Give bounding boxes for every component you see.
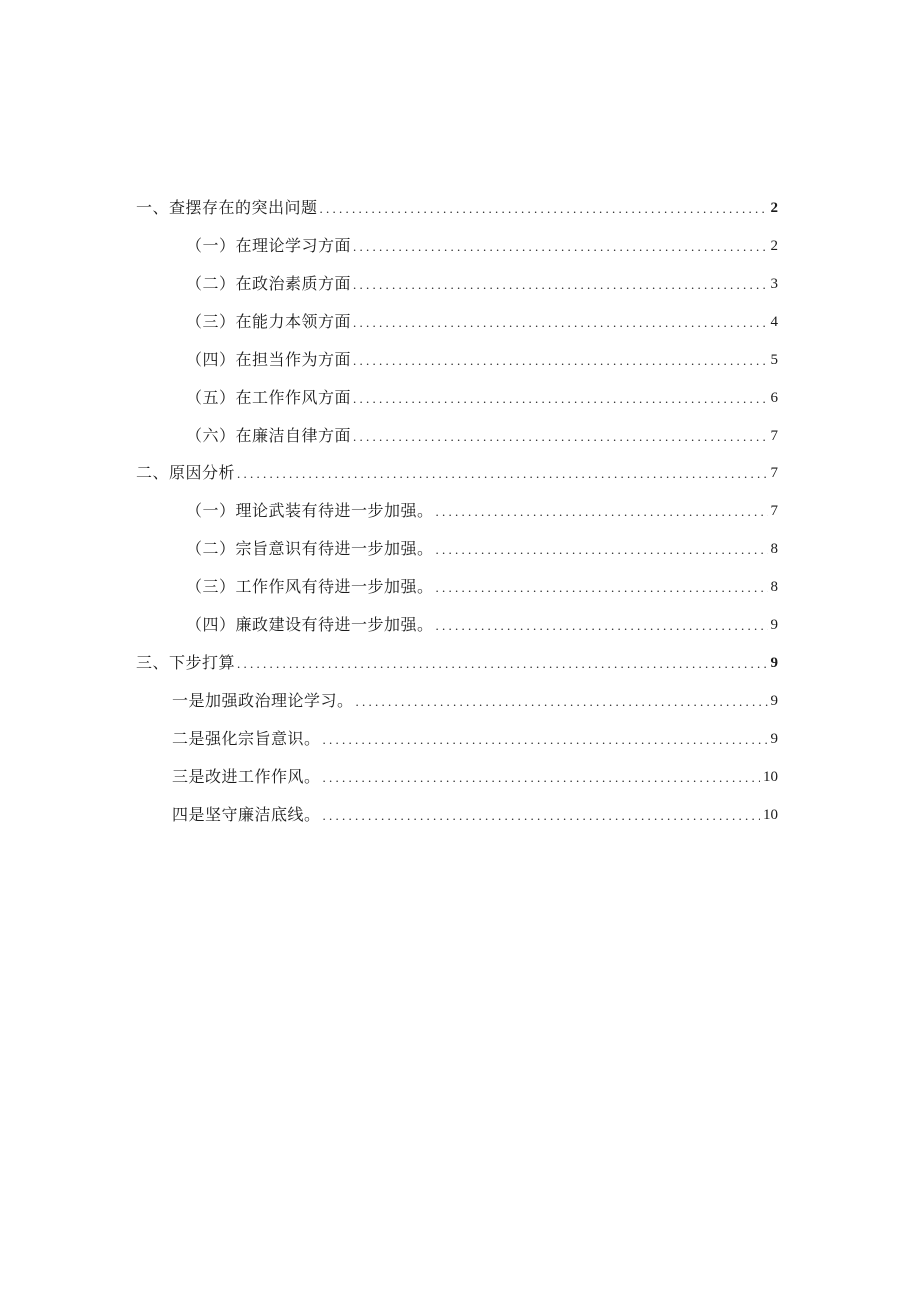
toc-entry[interactable] <box>186 495 778 521</box>
toc-entry-title: 二是强化宗旨意识。 <box>172 729 321 748</box>
toc-entry[interactable] <box>186 344 778 370</box>
toc-entry-title: （六）在廉洁自律方面 <box>186 426 352 445</box>
toc-entry[interactable] <box>186 268 778 294</box>
toc-page-number: 2 <box>770 238 778 254</box>
toc-page-number: 2 <box>770 200 778 216</box>
toc-leader-dots <box>353 352 767 370</box>
toc-leader-dots <box>323 807 760 825</box>
toc-entry-title: （四）廉政建设有待进一步加强。 <box>186 615 434 634</box>
toc-page-number: 6 <box>770 390 778 406</box>
toc-leader-dots <box>323 769 760 787</box>
toc-entry[interactable] <box>136 457 778 483</box>
toc-entry-title: （二）宗旨意识有待进一步加强。 <box>186 539 434 558</box>
toc-page-number: 4 <box>770 314 778 330</box>
toc-entry[interactable] <box>172 685 778 711</box>
toc-page-number: 8 <box>770 541 778 557</box>
toc-entry-title: （四）在担当作为方面 <box>186 350 352 369</box>
toc-entry[interactable] <box>186 533 778 559</box>
toc-entry[interactable] <box>186 306 778 332</box>
toc-leader-dots <box>353 314 767 332</box>
toc-page-number: 3 <box>770 276 778 292</box>
toc-leader-dots <box>356 693 768 711</box>
toc-entry-title: （一）理论武装有待进一步加强。 <box>186 501 434 520</box>
toc-entry-title: （三）工作作风有待进一步加强。 <box>186 577 434 596</box>
toc-page-number: 10 <box>763 807 778 823</box>
toc-page-number: 7 <box>770 503 778 519</box>
toc-entry-title: （五）在工作作风方面 <box>186 388 352 407</box>
toc-entry[interactable] <box>186 571 778 597</box>
toc-page-number: 5 <box>770 352 778 368</box>
toc-entry[interactable] <box>172 723 778 749</box>
toc-leader-dots <box>323 731 768 749</box>
toc-page-number: 7 <box>770 465 778 481</box>
toc-page-number: 7 <box>770 428 778 444</box>
toc-leader-dots <box>237 655 767 673</box>
toc-entry-title: 一、查摆存在的突出问题 <box>136 198 318 217</box>
toc-entry[interactable] <box>136 192 778 218</box>
toc-entry-title: 一是加强政治理论学习。 <box>172 691 354 710</box>
toc-leader-dots <box>320 200 768 218</box>
toc-entry-title: 三、下步打算 <box>136 653 236 672</box>
toc-entry-title: （二）在政治素质方面 <box>186 274 352 293</box>
toc-page-number: 9 <box>770 655 778 671</box>
toc-entry[interactable] <box>172 799 778 825</box>
toc-entry[interactable] <box>136 647 778 673</box>
toc-page-number: 8 <box>770 579 778 595</box>
toc-leader-dots <box>353 390 767 408</box>
toc-leader-dots <box>353 238 767 256</box>
toc-leader-dots <box>353 428 767 446</box>
toc-entry[interactable] <box>186 609 778 635</box>
toc-entry[interactable] <box>186 420 778 446</box>
toc-entry-title: 三是改进工作作风。 <box>172 767 321 786</box>
toc-entry-title: 四是坚守廉洁底线。 <box>172 805 321 824</box>
toc-page-number: 9 <box>770 617 778 633</box>
toc-page-number: 10 <box>763 769 778 785</box>
toc-entry[interactable] <box>186 230 778 256</box>
toc-leader-dots <box>353 276 767 294</box>
toc-leader-dots <box>237 465 767 483</box>
toc-leader-dots <box>436 503 768 521</box>
toc-entry-title: （一）在理论学习方面 <box>186 236 352 255</box>
toc-entry-title: 二、原因分析 <box>136 463 236 482</box>
toc-page-number: 9 <box>770 693 778 709</box>
toc-entry[interactable] <box>186 382 778 408</box>
toc-entry-title: （三）在能力本领方面 <box>186 312 352 331</box>
toc-page-number: 9 <box>770 731 778 747</box>
toc-leader-dots <box>436 579 768 597</box>
toc-entry[interactable] <box>172 761 778 787</box>
toc-leader-dots <box>436 541 768 559</box>
toc-leader-dots <box>436 617 768 635</box>
